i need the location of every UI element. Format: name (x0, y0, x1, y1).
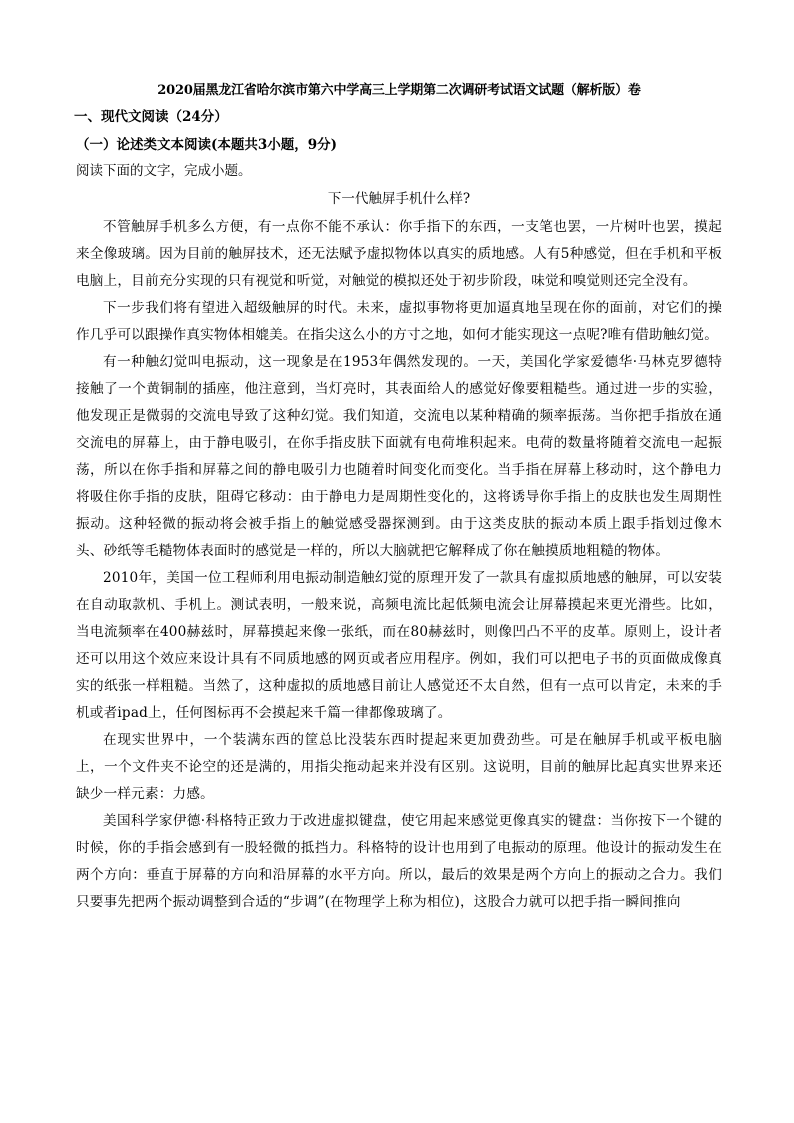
article-paragraph: 有一种触幻觉叫电振动，这一现象是在1953年偶然发现的。一天，美国化学家爱德华·马林克罗德特接触了一个黄铜制的插座，他注意到，当灯亮时，其表面给人的感觉好像要粗糙些。通过进一步的实验，他发现正是微弱的交流电导致了这种幻觉。我们知道，交流电以某种精确的频率振荡。当你把手指放在通交流电的屏幕上，由于静电吸引，在你手指皮肤下面就有电荷堆积起来。电荷的数量将随着交流电一起振荡，所以在你手指和屏幕之间的静电吸引力也随着时间变化而变化。当手指在屏幕上移动时，这个静电力将吸住你手指的皮肤，阻碍它移动：由于静电力是周期性变化的，这将诱导你手指上的皮肤也发生周期性振动。这种轻微的振动将会被手指上的触觉感受器探测到。由于这类皮肤的振动本质上跟手指划过像木头、砂纸等毛糙物体表面时的感觉是一样的，所以大脑就把它解释成了你在触摸质地粗糙的物体。 (76, 354, 722, 559)
reading-instruction: 阅读下面的文字，完成小题。 (76, 163, 252, 179)
section-heading: 一、现代文阅读（24分） (74, 109, 228, 125)
article-paragraph: 下一步我们将有望进入超级触屏的时代。未来，虚拟事物将更加逼真地呈现在你的面前，对它们的操作几乎可以跟操作真实物体相媲美。在指尖这么小的方寸之地，如何才能实现这一点呢?唯有借助触幻觉。 (76, 300, 722, 343)
article-title: 下一代触屏手机什么样? (327, 191, 471, 207)
sub-heading: （一）论述类文本阅读(本题共3小题，9分) (76, 137, 338, 153)
article-paragraph: 美国科学家伊德·科格特正致力于改进虚拟键盘，使它用起来感觉更像真实的键盘：当你按下一个键的时候，你的手指会感到有一股轻微的抵挡力。科格特的设计也用到了电振动的原理。他设计的振动发生在两个方向：垂直于屏幕的方向和沿屏幕的水平方向。所以，最后的效果是两个方向上的振动之合力。我们只要事先把两个振动调整到合适的“步调”(在物理学上称为相位)，这股合力就可以把手指一瞬间推向 (76, 813, 722, 910)
document-title: 2020届黑龙江省哈尔滨市第六中学高三上学期第二次调研考试语文试题（解析版）卷 (157, 83, 641, 98)
article-paragraph: 不管触屏手机多么方便，有一点你不能不承认：你手指下的东西，一支笔也罢，一片树叶也罢，摸起来全像玻璃。因为目前的触屏技术，还无法赋予虚拟物体以真实的质地感。人有5种感觉，但在手机和平板电脑上，目前充分实现的只有视觉和听觉，对触觉的模拟还处于初步阶段，味觉和嗅觉则还完全没有。 (76, 219, 722, 289)
article-paragraph: 在现实世界中，一个装满东西的筐总比没装东西时提起来更加费劲些。可是在触屏手机或平板电脑上，一个文件夹不论空的还是满的，用指尖拖动起来并没有区别。这说明，目前的触屏比起真实世界来还缺少一样元素：力感。 (76, 732, 722, 802)
article-paragraph: 2010年，美国一位工程师利用电振动制造触幻觉的原理开发了一款具有虚拟质地感的触屏，可以安装在自动取款机、手机上。测试表明，一般来说，高频电流比起低频电流会让屏幕摸起来更光滑些。比如，当电流频率在400赫兹时，屏幕摸起来像一张纸，而在80赫兹时，则像凹凸不平的皮革。原则上，设计者还可以用这个效应来设计具有不同质地感的网页或者应用程序。例如，我们可以把电子书的页面做成像真实的纸张一样粗糙。当然了，这种虚拟的质地感目前让人感觉还不太自然，但有一点可以肯定，未来的手机或者ipad上，任何图标再不会摸起来千篇一律都像玻璃了。 (76, 570, 722, 721)
document-page (76, 80, 722, 916)
